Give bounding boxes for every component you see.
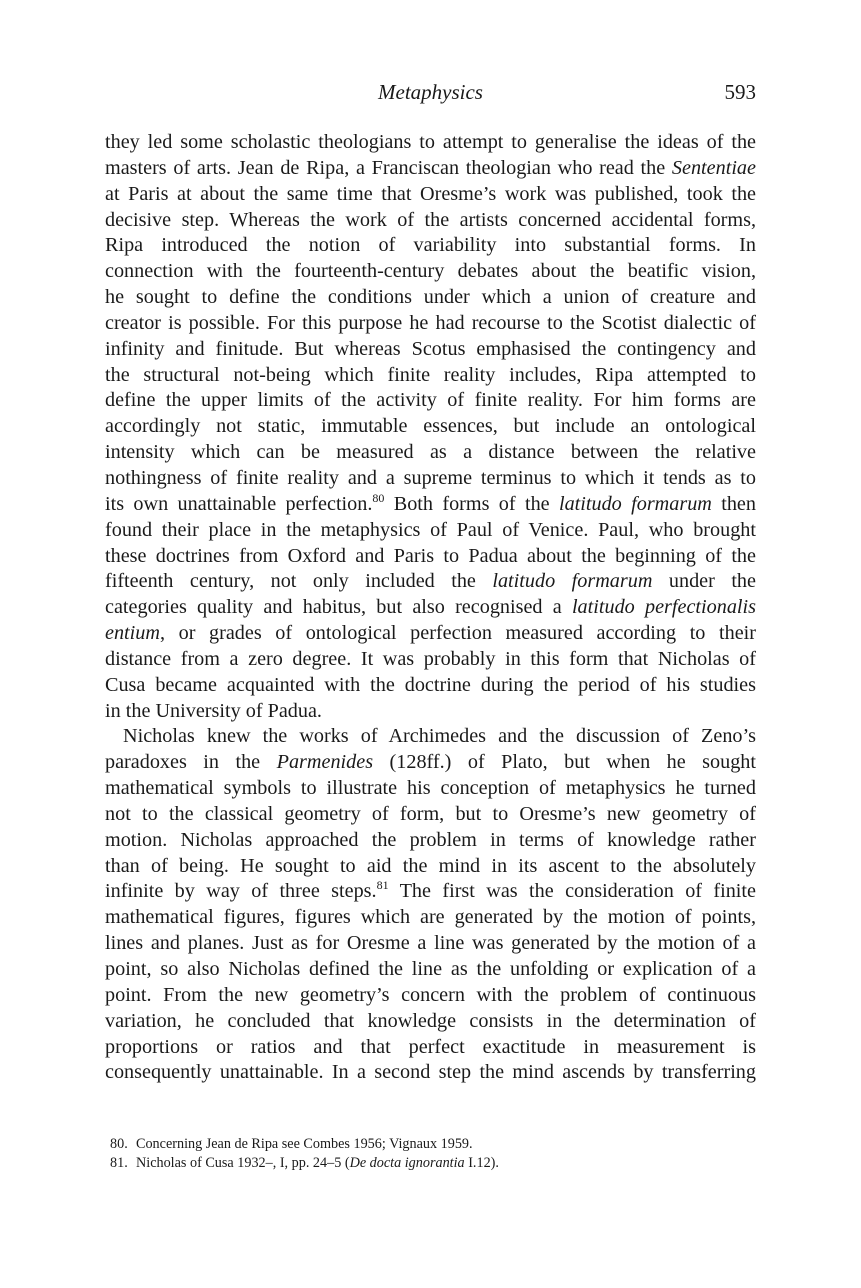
text-run: nothingness of finite reality and a supreme terminus to which it tends as to bbox=[105, 466, 756, 489]
text-run: infinity and finitude. But whereas Scotus emphasised the contingency and bbox=[105, 337, 756, 360]
text-line bbox=[105, 569, 756, 595]
text-line bbox=[105, 414, 756, 440]
text-line bbox=[105, 363, 756, 389]
text-line bbox=[105, 388, 756, 414]
text-run: define the upper limits of the activity of finite reality. For him forms are bbox=[105, 389, 756, 412]
italic-text: latitudo formarum bbox=[558, 492, 712, 515]
text-run: Nicholas knew the works of Archimedes and the discussion of Zeno’s bbox=[123, 725, 756, 748]
italic-text: latitudo perfectionalis bbox=[571, 596, 757, 619]
text-run: masters of arts. Jean de Ripa, a Franciscan theologian who read the bbox=[105, 156, 672, 179]
text-line bbox=[105, 130, 756, 156]
text-run: Both forms of the bbox=[384, 492, 559, 515]
text-run: decisive step. Whereas the work of the artists concerned accidental forms, bbox=[105, 208, 756, 231]
text-run: variation, he concluded that knowledge consists in the determination of bbox=[105, 1009, 756, 1032]
text-run: he sought to define the conditions under which a union of creature and bbox=[105, 286, 756, 309]
text-run: I.12). bbox=[464, 1155, 499, 1171]
text-line bbox=[105, 259, 756, 285]
text-line bbox=[105, 828, 756, 854]
text-line bbox=[105, 337, 756, 363]
footnote-reference[interactable]: 81 bbox=[376, 878, 389, 893]
text-run: Nicholas of Cusa 1932–, I, pp. 24–5 ( bbox=[136, 1155, 350, 1171]
text-line bbox=[105, 311, 756, 337]
footnote bbox=[110, 1154, 750, 1173]
text-run: distance from a zero degree. It was probably in this form that Nicholas of bbox=[105, 647, 756, 670]
italic-text: Parmenides bbox=[276, 751, 374, 774]
text-line bbox=[105, 595, 756, 621]
text-run: The first was the consideration of finite bbox=[388, 880, 756, 903]
text-run: creator is possible. For this purpose he had recourse to the Scotist dialectic of bbox=[105, 311, 756, 334]
text-line bbox=[105, 466, 756, 492]
text-line bbox=[105, 854, 756, 880]
text-run: proportions or ratios and that perfect exactitude in measurement is bbox=[105, 1035, 756, 1058]
text-run: then bbox=[711, 492, 756, 515]
text-run: than of being. He sought to aid the mind in its ascent to the absolutely bbox=[105, 854, 756, 877]
text-run: the structural not-being which finite reality includes, Ripa attempted to bbox=[105, 363, 756, 386]
footnote bbox=[110, 1135, 750, 1154]
text-line bbox=[105, 750, 756, 776]
footnote-number: 80. bbox=[110, 1136, 128, 1152]
italic-text: latitudo formarum bbox=[492, 570, 653, 593]
text-run: mathematical figures, figures which are generated by the motion of points, bbox=[105, 906, 756, 929]
text-run: categories quality and habitus, but also recognised a bbox=[105, 596, 572, 619]
text-run: consequently unattainable. In a second step the mind ascends by transferring bbox=[105, 1061, 756, 1084]
running-head: Metaphysics bbox=[378, 80, 483, 104]
text-run: intensity which can be measured as a distance between the relative bbox=[105, 441, 756, 464]
text-line bbox=[105, 957, 756, 983]
page-header bbox=[105, 80, 756, 110]
text-line bbox=[105, 156, 756, 182]
text-line bbox=[105, 440, 756, 466]
text-line bbox=[105, 983, 756, 1009]
text-run: found their place in the metaphysics of Paul of Venice. Paul, who brought bbox=[105, 518, 756, 541]
text-line bbox=[105, 724, 756, 750]
text-line bbox=[105, 931, 756, 957]
text-line bbox=[105, 699, 756, 725]
text-line bbox=[105, 544, 756, 570]
text-run: infinite by way of three steps. bbox=[105, 880, 377, 903]
text-run: these doctrines from Oxford and Paris to Padua about the beginning of the bbox=[105, 544, 756, 567]
text-line bbox=[105, 647, 756, 673]
text-line bbox=[105, 285, 756, 311]
text-line bbox=[105, 776, 756, 802]
text-line bbox=[105, 673, 756, 699]
text-run: Cusa became acquainted with the doctrine during the period of his studies bbox=[105, 673, 756, 696]
italic-text: Sententiae bbox=[671, 156, 756, 179]
text-run: , or grades of ontological perfection measured according to their bbox=[159, 622, 756, 645]
text-run: lines and planes. Just as for Oresme a line was generated by the motion of a bbox=[105, 932, 756, 955]
text-run: connection with the fourteenth-century debates about the beatific vision, bbox=[105, 260, 756, 283]
text-line bbox=[105, 492, 756, 518]
text-run: Concerning Jean de Ripa see Combes 1956; Vignaux 1959. bbox=[136, 1136, 473, 1152]
italic-text: De docta ignorantia bbox=[349, 1155, 465, 1171]
text-run: its own unattainable perfection. bbox=[105, 492, 373, 515]
text-line bbox=[105, 905, 756, 931]
text-run: point, so also Nicholas defined the line as the unfolding or explication of a bbox=[105, 958, 756, 980]
text-run: fifteenth century, not only included the bbox=[105, 570, 493, 593]
footnote-reference[interactable]: 80 bbox=[372, 490, 385, 505]
footnotes bbox=[110, 1135, 750, 1173]
footnote-number: 81. bbox=[110, 1155, 128, 1171]
text-line bbox=[105, 518, 756, 544]
text-run: (128ff.) of Plato, but when he sought bbox=[373, 751, 756, 774]
text-run: at Paris at about the same time that Oresme’s work was published, took the bbox=[105, 182, 756, 205]
text-line bbox=[105, 1009, 756, 1035]
text-line bbox=[105, 1060, 756, 1086]
text-run: not to the classical geometry of form, but to Oresme’s new geometry of bbox=[105, 802, 756, 825]
italic-text: entium bbox=[105, 622, 160, 645]
text-run: they led some scholastic theologians to attempt to generalise the ideas of the bbox=[105, 131, 756, 153]
text-line bbox=[105, 1035, 756, 1061]
text-line bbox=[105, 233, 756, 259]
text-line bbox=[105, 208, 756, 234]
text-run: in the University of Padua. bbox=[105, 699, 322, 722]
text-run: motion. Nicholas approached the problem in terms of knowledge rather bbox=[105, 828, 756, 851]
text-run: point. From the new geometry’s concern with the problem of continuous bbox=[105, 983, 756, 1006]
text-line bbox=[105, 182, 756, 208]
text-run: mathematical symbols to illustrate his conception of metaphysics he turned bbox=[105, 777, 756, 800]
text-run: under the bbox=[652, 570, 756, 593]
page-number: 593 bbox=[724, 80, 756, 104]
text-line bbox=[105, 879, 756, 905]
text-run: paradoxes in the bbox=[105, 751, 277, 774]
text-run: Ripa introduced the notion of variability into substantial forms. In bbox=[105, 234, 756, 257]
text-run: accordingly not static, immutable essences, but include an ontological bbox=[105, 415, 756, 438]
body-text bbox=[105, 130, 756, 1086]
text-line bbox=[105, 621, 756, 647]
text-line bbox=[105, 802, 756, 828]
